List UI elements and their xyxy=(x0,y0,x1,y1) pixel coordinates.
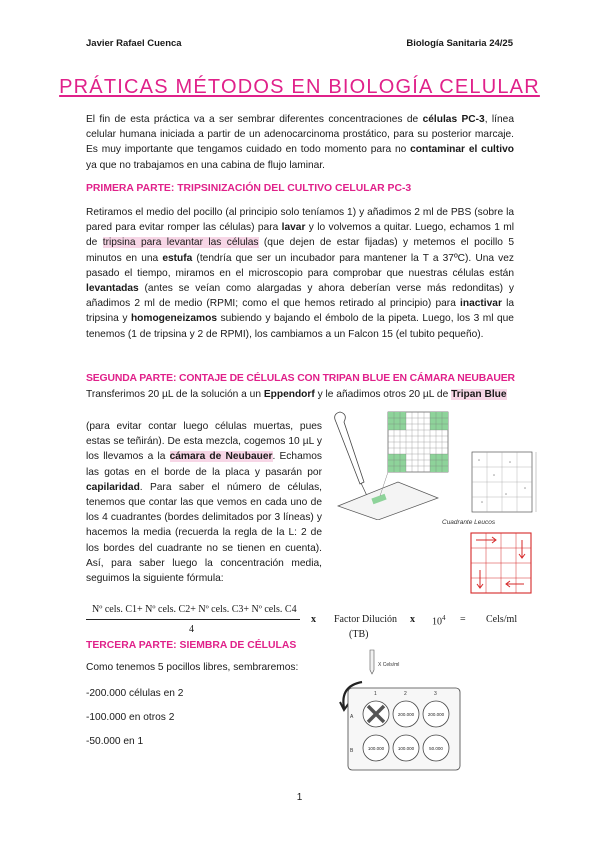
formula-equals: = xyxy=(460,614,466,625)
formula-fraction-line xyxy=(86,619,300,620)
row-label-a: A xyxy=(350,714,354,720)
section-heading-part3: TERCERA PARTE: SIEMBRA DE CÉLULAS xyxy=(86,640,297,651)
formula-denominator: 4 xyxy=(189,624,194,635)
well-plate-illustration xyxy=(332,648,466,776)
page-title: PRÁTICAS MÉTODOS EN BIOLOGÍA CELULAR xyxy=(59,76,540,98)
well-b2 xyxy=(393,735,419,761)
counting-grid xyxy=(388,412,448,472)
formula-power: $10^4$ xyxy=(432,614,446,628)
col-label-2: 2 xyxy=(404,691,407,697)
slide-chamber-icon xyxy=(338,472,438,520)
svg-text:100.000: 100.000 xyxy=(367,746,385,751)
formula-times-2: x xyxy=(410,614,415,625)
well-b1 xyxy=(363,735,389,761)
section-heading-part1: PRIMERA PARTE: TRIPSINIZACIÓN DEL CULTIVO CELULAR PC-3 xyxy=(86,183,412,194)
section-heading-part2: SEGUNDA PARTE: CONTAJE DE CÉLULAS CON TRIPAN BLUE EN CÁMARA NEUBAUER xyxy=(86,373,515,384)
list-item: -200.000 células en 2 xyxy=(86,688,184,699)
large-square-grid xyxy=(470,450,550,518)
well-b3 xyxy=(423,735,449,761)
well-a1 xyxy=(363,701,389,727)
figure-label-cuadrante: Cuadrante Leucos xyxy=(442,519,496,526)
page-number: 1 xyxy=(296,792,303,803)
formula-factor-sub: (TB) xyxy=(349,629,369,640)
formula-times-1: x xyxy=(311,614,316,625)
formula-numerator: Nº cels. C1+ Nº cels. C2+ Nº cels. C3+ Nº cels. C4 xyxy=(92,604,297,615)
neubauer-chamber-illustration xyxy=(328,410,458,520)
svg-text:100.000: 100.000 xyxy=(397,746,415,751)
part2-paragraph: (para evitar contar luego células muertas, pues estas se teñirán). De esta mezcla, cogemos 10 µL y los llevamos a la cámara de Neubauer. Echamos las gotas en el borde de la placa y pasarán por capilaridad. Para saber el número de células, tenemos que contar las que vemos en cada uno de los 4 cuadrantes (bordes delimitados por 3 líneas) y hacemos la media (recuerda la regla de la L: 2 de los bordes del cuadrante no se tienen en cuenta). Así, para saber luego la concentración media, seguimos la siguiente fórmula: xyxy=(86,421,322,585)
part1-paragraph: Retiramos el medio del pocillo (al principio solo teníamos 1) y añadimos 2 ml de PBS (sobre la pared para evitar romper las células) para lavar y lo volvemos a quitar. Luego, echamos 1 ml de tripsina para levantar las células (que dejen de estar fijadas) y metemos el pocillo 5 minutos en una estufa (tendría que ser un incubador para mantener la T a 37ºC). Una vez pasado el tiempo, miramos en el microscopio para comprobar que nuestras células están levantadas (antes se veían como alargadas y ahora deberían verse más redonditas) y añadimos 2 ml de medio (RPMI; como el que hemos retirado al principio) para inactivar la tripsina y homogeneizamos subiendo y bajando el émbolo de la pipeta. Luego, los 3 ml que tenemos (1 de tripsina y 2 de RPMI), los cambiamos a un Falcon 15 (el tubito pequeño). xyxy=(86,207,515,340)
svg-text:200.000: 200.000 xyxy=(397,712,415,717)
cell-concentration-formula xyxy=(86,602,526,642)
col-label-3: 3 xyxy=(434,691,437,697)
well-a2 xyxy=(393,701,419,727)
formula-factor: Factor Dilución xyxy=(334,614,398,625)
part3-intro: Como tenemos 5 pocillos libres, sembraremos: xyxy=(86,662,299,673)
col-label-1: 1 xyxy=(374,691,377,697)
quadrant-l-rule-figure xyxy=(470,532,532,594)
pipette-icon xyxy=(335,412,368,498)
tube-icon xyxy=(370,650,374,674)
plate-label: X Cels/ml xyxy=(378,662,400,668)
part2-paragraph-line1: Transferimos 20 µL de la solución a un Eppendorf y le añadimos otros 20 µL de Tripan Blue xyxy=(86,389,507,400)
list-item: -50.000 en 1 xyxy=(86,736,144,747)
svg-text:50.000: 50.000 xyxy=(429,746,443,751)
header-author: Javier Rafael Cuenca xyxy=(86,38,182,49)
header-course: Biología Sanitaria 24/25 xyxy=(406,38,513,49)
row-label-b: B xyxy=(350,748,354,754)
formula-result: Cels/ml xyxy=(486,614,518,625)
well-a3 xyxy=(423,701,449,727)
intro-paragraph: El fin de esta práctica va a ser sembrar diferentes concentraciones de células PC-3, línea celular humana iniciada a partir de un adenocarcinoma prostático, para su posterior marcaje. Es muy importante que tengamos cuidado en todo momento para no contaminar el cultivo ya que no trabajamos en una cabina de flujo laminar. xyxy=(86,114,514,171)
svg-text:200.000: 200.000 xyxy=(427,712,445,717)
list-item: -100.000 en otros 2 xyxy=(86,712,175,723)
